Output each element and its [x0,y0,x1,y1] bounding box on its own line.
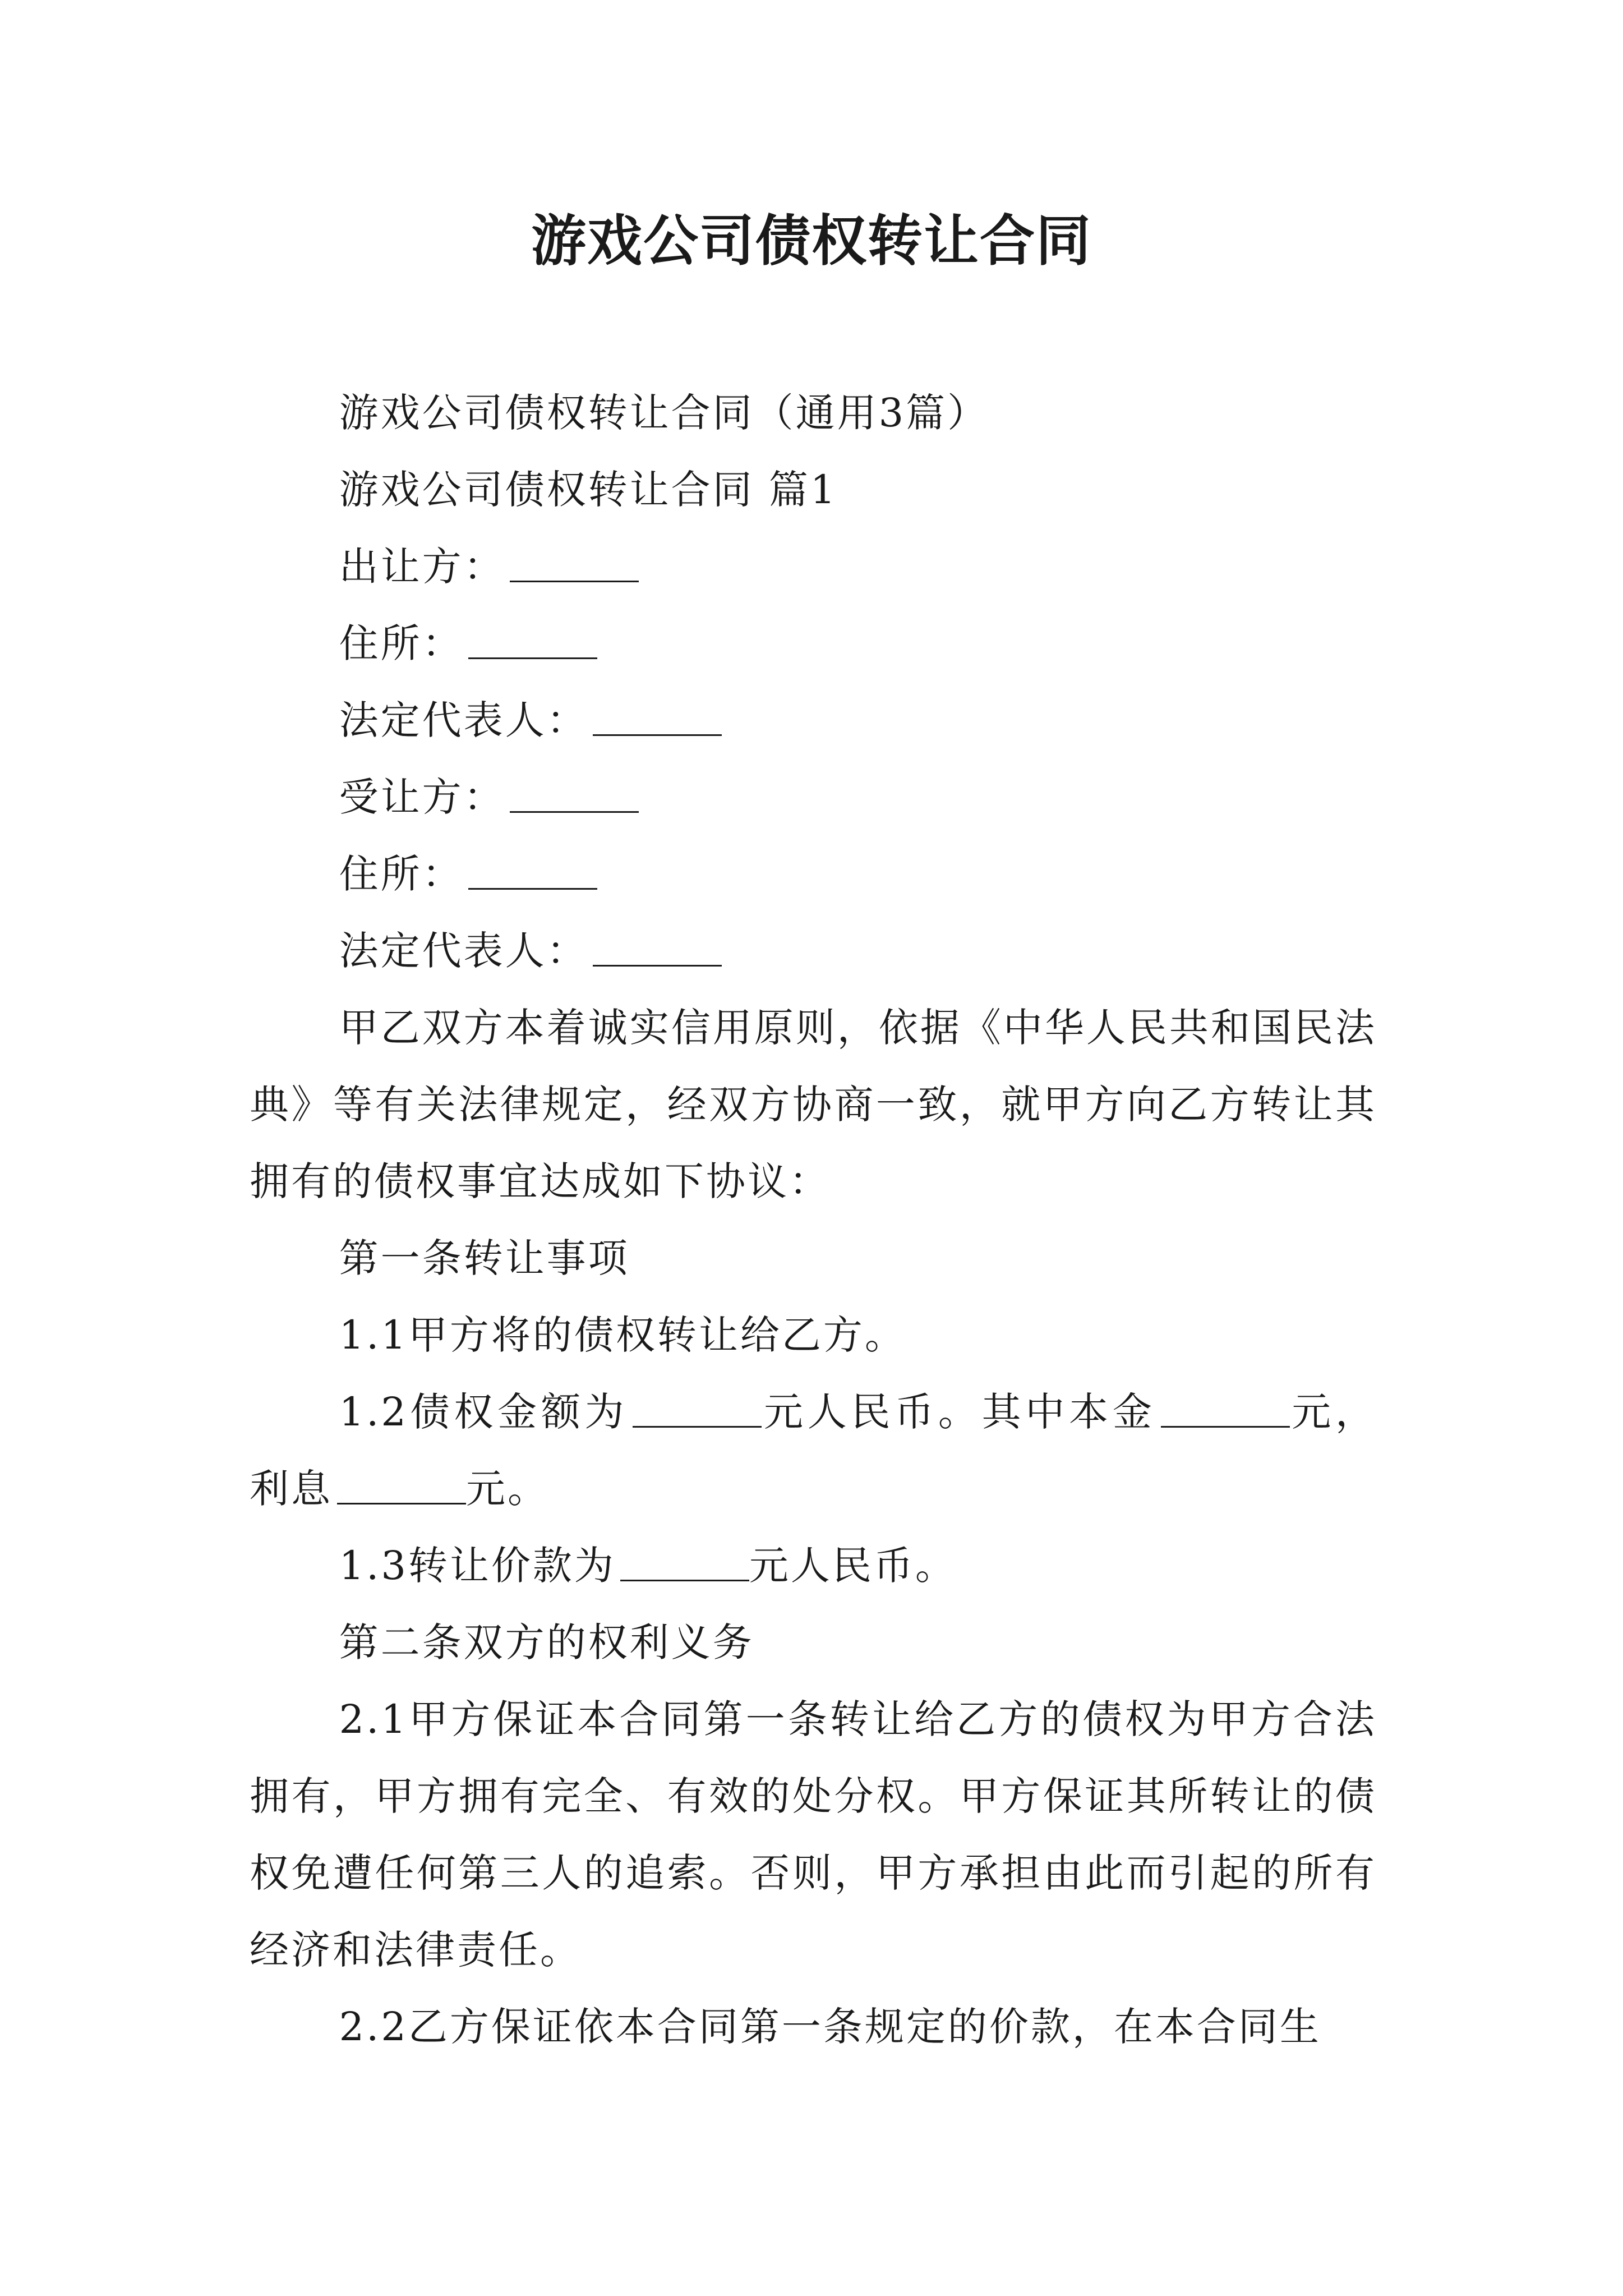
transferor-rep-blank [593,695,722,736]
subtitle: 游戏公司债权转让合同（通用3篇） [339,390,989,436]
transferor-line: 出让方： [250,528,1377,605]
clause-2-1: 2.1甲方保证本合同第一条转让给乙方的债权为甲方合法拥有，甲方拥有完全、有效的处分权。甲方保证其所转让的债权免遭任何第三人的追索。否则，甲方承担由此而引起的所有经济和法律责任。 [250,1696,1377,1973]
transferee-blank [510,772,639,813]
document-body [250,375,1377,2065]
transferee-address-line: 住所： [250,836,1377,913]
clause-1-2: 1.2债权金额为 元人民币。其中本金 元，利息 元。 [250,1374,1377,1527]
transferor-rep-line: 法定代表人： [250,682,1377,759]
clause-1-3: 1.3转让价款为 元人民币。 [250,1527,1377,1604]
clause-2-2: 2.2乙方保证依本合同第一条规定的价款，在本合同生 [339,2004,1321,2050]
transferee-address-blank [468,849,597,890]
principal-blank [1161,1387,1290,1428]
preamble-paragraph: 甲乙双方本着诚实信用原则，依据《中华人民共和国民法典》等有关法律规定，经双方协商一致，就甲方向乙方转让其拥有的债权事宜达成如下协议： [250,1005,1377,1204]
transferor-address-line: 住所： [250,605,1377,682]
transferor-address-blank [468,618,597,659]
article1-heading: 第一条转让事项 [339,1235,630,1281]
transferee-rep-line: 法定代表人： [250,913,1377,990]
part-heading: 游戏公司债权转让合同 篇1 [339,467,838,513]
transferor-blank [510,541,639,582]
debt-amount-blank [633,1387,762,1428]
transferee-rep-blank [593,926,722,967]
clause-1-1: 1.1甲方将的债权转让给乙方。 [339,1312,906,1358]
document-title: 游戏公司债权转让合同 [531,209,1092,273]
transferee-line: 受让方： [250,759,1377,836]
transfer-price-blank [620,1540,749,1581]
article2-heading: 第二条双方的权利义务 [339,1619,754,1665]
interest-blank [337,1464,466,1504]
